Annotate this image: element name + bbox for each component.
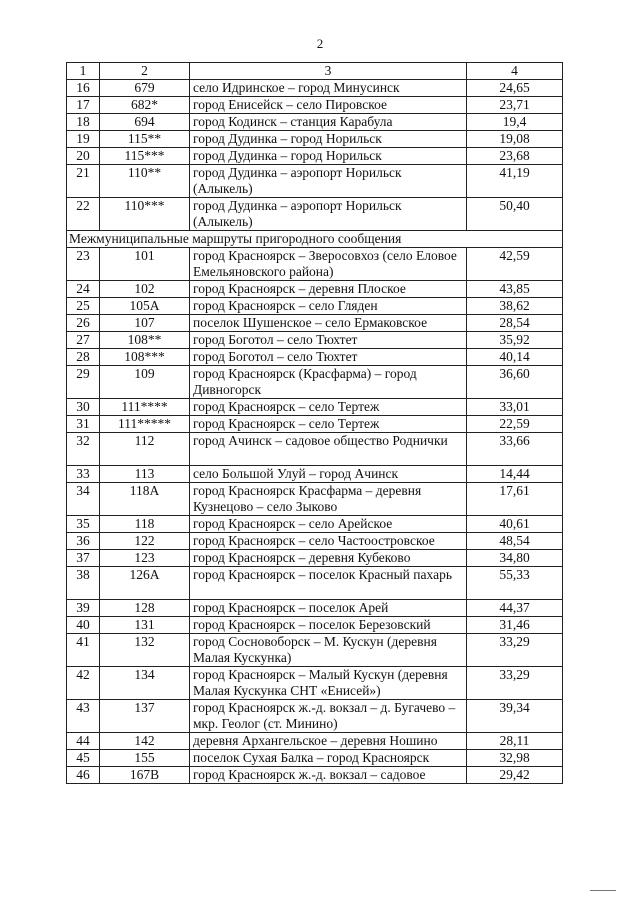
price-cell: 14,44 <box>467 466 563 483</box>
row-number-cell: 19 <box>67 131 100 148</box>
route-name-cell: город Дудинка – город Норильск <box>190 148 467 165</box>
row-number-cell: 30 <box>67 399 100 416</box>
route-code-cell: 122 <box>100 533 190 550</box>
route-name-cell: город Енисейск – село Пировское <box>190 97 467 114</box>
table-row <box>67 733 563 750</box>
table-row <box>67 634 563 667</box>
price-cell: 17,61 <box>467 483 563 516</box>
route-code-cell: 115*** <box>100 148 190 165</box>
route-code-cell: 123 <box>100 550 190 567</box>
route-name-cell: город Красноярск (Красфарма) – город Дивногорск <box>190 366 467 399</box>
route-name-cell: город Боготол – село Тюхтет <box>190 332 467 349</box>
route-name-cell: город Сосновоборск – М. Кускун (деревня Малая Кускунка) <box>190 634 467 667</box>
route-name-cell: город Красноярск – село Тертеж <box>190 399 467 416</box>
route-code-cell: 108*** <box>100 349 190 366</box>
route-name-cell: город Красноярск – село Тертеж <box>190 416 467 433</box>
price-cell: 28,11 <box>467 733 563 750</box>
route-code-cell: 105А <box>100 298 190 315</box>
table-row <box>67 533 563 550</box>
route-code-cell: 694 <box>100 114 190 131</box>
route-name-cell: город Красноярск – село Частоостровское <box>190 533 467 550</box>
table-row <box>67 349 563 366</box>
row-number-cell: 41 <box>67 634 100 667</box>
table-row <box>67 617 563 634</box>
route-name-cell: город Боготол – село Тюхтет <box>190 349 467 366</box>
price-cell: 23,68 <box>467 148 563 165</box>
route-code-cell: 102 <box>100 281 190 298</box>
route-code-cell: 111**** <box>100 399 190 416</box>
row-number-cell: 34 <box>67 483 100 516</box>
table-row <box>67 550 563 567</box>
price-cell: 44,37 <box>467 600 563 617</box>
route-name-cell: город Красноярск ж.-д. вокзал – садовое <box>190 767 467 784</box>
table-row <box>67 483 563 516</box>
row-number-cell: 39 <box>67 600 100 617</box>
table-row <box>67 433 563 466</box>
row-number-cell: 44 <box>67 733 100 750</box>
price-cell: 36,60 <box>467 366 563 399</box>
price-cell: 29,42 <box>467 767 563 784</box>
section-heading-row <box>67 231 563 248</box>
route-code-cell: 109 <box>100 366 190 399</box>
row-number-cell: 35 <box>67 516 100 533</box>
row-number-cell: 18 <box>67 114 100 131</box>
route-name-cell: город Дудинка – город Норильск <box>190 131 467 148</box>
route-code-cell: 113 <box>100 466 190 483</box>
table-row <box>67 298 563 315</box>
price-cell: 33,29 <box>467 634 563 667</box>
table-row <box>67 466 563 483</box>
route-code-cell: 682* <box>100 97 190 114</box>
route-code-cell: 112 <box>100 433 190 466</box>
row-number-cell: 24 <box>67 281 100 298</box>
row-number-cell: 36 <box>67 533 100 550</box>
table-row <box>67 667 563 700</box>
row-number-cell: 38 <box>67 567 100 600</box>
row-number-cell: 20 <box>67 148 100 165</box>
price-cell: 23,71 <box>467 97 563 114</box>
price-cell: 33,29 <box>467 667 563 700</box>
route-name-cell: село Идринское – город Минусинск <box>190 80 467 97</box>
route-code-cell: 132 <box>100 634 190 667</box>
row-number-cell: 27 <box>67 332 100 349</box>
table-row <box>67 516 563 533</box>
row-number-cell: 23 <box>67 248 100 281</box>
route-code-cell: 679 <box>100 80 190 97</box>
route-name-cell: город Красноярск – село Гляден <box>190 298 467 315</box>
price-cell: 48,54 <box>467 533 563 550</box>
row-number-cell: 32 <box>67 433 100 466</box>
table-row <box>67 148 563 165</box>
route-name-cell: поселок Сухая Балка – город Красноярск <box>190 750 467 767</box>
route-name-cell: город Красноярск – поселок Арей <box>190 600 467 617</box>
row-number-cell: 17 <box>67 97 100 114</box>
price-cell: 50,40 <box>467 198 563 231</box>
table-row <box>67 198 563 231</box>
table-row <box>67 131 563 148</box>
price-cell: 39,34 <box>467 700 563 733</box>
header-cell-4: 4 <box>467 63 563 80</box>
route-name-cell: город Красноярск – поселок Красный пахарь <box>190 567 467 600</box>
row-number-cell: 22 <box>67 198 100 231</box>
route-code-cell: 118 <box>100 516 190 533</box>
route-name-cell: город Дудинка – аэропорт Норильск (Алыкель) <box>190 198 467 231</box>
route-code-cell: 118А <box>100 483 190 516</box>
row-number-cell: 33 <box>67 466 100 483</box>
route-code-cell: 110*** <box>100 198 190 231</box>
route-code-cell: 110** <box>100 165 190 198</box>
route-name-cell: город Красноярск Красфарма – деревня Кузнецово – село Зыково <box>190 483 467 516</box>
table-row <box>67 80 563 97</box>
row-number-cell: 28 <box>67 349 100 366</box>
route-name-cell: город Красноярск – деревня Плоское <box>190 281 467 298</box>
price-cell: 43,85 <box>467 281 563 298</box>
row-number-cell: 43 <box>67 700 100 733</box>
price-cell: 33,66 <box>467 433 563 466</box>
table-header-row <box>67 63 563 80</box>
header-cell-1: 1 <box>67 63 100 80</box>
route-name-cell: город Красноярск – Малый Кускун (деревня Малая Кускунка СНТ «Енисей») <box>190 667 467 700</box>
route-code-cell: 115** <box>100 131 190 148</box>
route-name-cell: город Красноярск – поселок Березовский <box>190 617 467 634</box>
table-row <box>67 700 563 733</box>
route-code-cell: 107 <box>100 315 190 332</box>
price-cell: 28,54 <box>467 315 563 332</box>
header-cell-3: 3 <box>190 63 467 80</box>
table-row <box>67 567 563 600</box>
row-number-cell: 25 <box>67 298 100 315</box>
row-number-cell: 26 <box>67 315 100 332</box>
row-number-cell: 16 <box>67 80 100 97</box>
row-number-cell: 37 <box>67 550 100 567</box>
price-cell: 33,01 <box>467 399 563 416</box>
row-number-cell: 42 <box>67 667 100 700</box>
row-number-cell: 29 <box>67 366 100 399</box>
route-name-cell: деревня Архангельское – деревня Ношино <box>190 733 467 750</box>
price-cell: 38,62 <box>467 298 563 315</box>
route-name-cell: село Большой Улуй – город Ачинск <box>190 466 467 483</box>
section-title: Межмуниципальные маршруты пригородного сообщения <box>67 231 563 248</box>
route-code-cell: 131 <box>100 617 190 634</box>
route-name-cell: город Ачинск – садовое общество Роднички <box>190 433 467 466</box>
price-cell: 32,98 <box>467 750 563 767</box>
table-row <box>67 767 563 784</box>
price-cell: 31,46 <box>467 617 563 634</box>
routes-table-body <box>67 63 563 784</box>
table-row <box>67 750 563 767</box>
price-cell: 34,80 <box>467 550 563 567</box>
route-code-cell: 167В <box>100 767 190 784</box>
route-name-cell: город Красноярск – деревня Кубеково <box>190 550 467 567</box>
route-code-cell: 126А <box>100 567 190 600</box>
route-name-cell: город Кодинск – станция Карабула <box>190 114 467 131</box>
price-cell: 42,59 <box>467 248 563 281</box>
route-name-cell: город Дудинка – аэропорт Норильск (Алыкель) <box>190 165 467 198</box>
row-number-cell: 45 <box>67 750 100 767</box>
table-row <box>67 366 563 399</box>
header-cell-2: 2 <box>100 63 190 80</box>
route-code-cell: 101 <box>100 248 190 281</box>
price-cell: 40,61 <box>467 516 563 533</box>
table-row <box>67 315 563 332</box>
table-row <box>67 281 563 298</box>
routes-table <box>66 62 563 784</box>
route-code-cell: 134 <box>100 667 190 700</box>
table-row <box>67 97 563 114</box>
route-name-cell: город Красноярск – село Арейское <box>190 516 467 533</box>
table-row <box>67 600 563 617</box>
route-name-cell: город Красноярск ж.-д. вокзал – д. Бугачево – мкр. Геолог (ст. Минино) <box>190 700 467 733</box>
price-cell: 55,33 <box>467 567 563 600</box>
scan-mark <box>590 890 616 891</box>
row-number-cell: 31 <box>67 416 100 433</box>
price-cell: 35,92 <box>467 332 563 349</box>
route-code-cell: 155 <box>100 750 190 767</box>
route-code-cell: 108** <box>100 332 190 349</box>
table-row <box>67 114 563 131</box>
price-cell: 19,08 <box>467 131 563 148</box>
route-name-cell: город Красноярск – Зверосовхоз (село Еловое Емельяновского района) <box>190 248 467 281</box>
price-cell: 24,65 <box>467 80 563 97</box>
table-row <box>67 332 563 349</box>
route-code-cell: 137 <box>100 700 190 733</box>
price-cell: 40,14 <box>467 349 563 366</box>
route-name-cell: поселок Шушенское – село Ермаковское <box>190 315 467 332</box>
price-cell: 19,4 <box>467 114 563 131</box>
route-code-cell: 142 <box>100 733 190 750</box>
table-row <box>67 248 563 281</box>
route-code-cell: 111***** <box>100 416 190 433</box>
table-row <box>67 416 563 433</box>
row-number-cell: 46 <box>67 767 100 784</box>
page-number: 2 <box>316 36 324 51</box>
row-number-cell: 40 <box>67 617 100 634</box>
route-code-cell: 128 <box>100 600 190 617</box>
table-row <box>67 165 563 198</box>
price-cell: 22,59 <box>467 416 563 433</box>
row-number-cell: 21 <box>67 165 100 198</box>
price-cell: 41,19 <box>467 165 563 198</box>
table-row <box>67 399 563 416</box>
